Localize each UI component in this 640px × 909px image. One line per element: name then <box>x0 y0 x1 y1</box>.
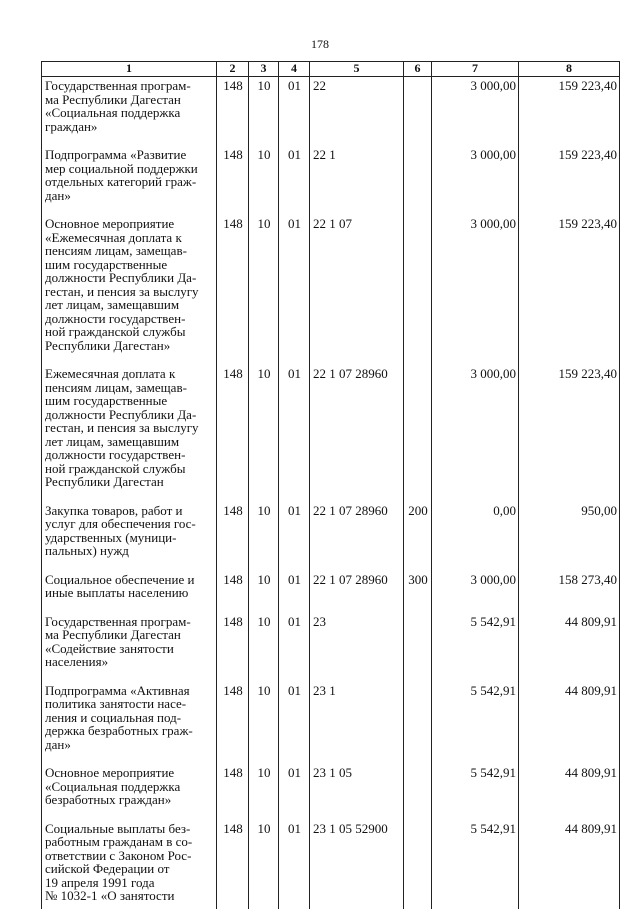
ministry-code-cell: 148 <box>217 215 249 365</box>
row-name-line: гестан, и пенсия за выслугу <box>45 283 199 299</box>
target-article-cell: 22 <box>310 77 404 147</box>
row-name-line: лет лицам, замещавшим <box>45 433 180 449</box>
row-name-line: ма Республики Дагестан <box>45 91 181 107</box>
row-name-line: № 1032-1 «О занятости <box>45 888 175 903</box>
column-header: 5 <box>310 62 404 77</box>
expense-type-cell: 300 <box>404 571 432 613</box>
expense-type-cell: 200 <box>404 502 432 571</box>
amount-change-cell: 3 000,00 <box>432 77 519 147</box>
section-code-cell: 10 <box>249 146 279 215</box>
target-article-cell: 23 <box>310 613 404 682</box>
expense-type-cell <box>404 820 432 909</box>
amount-change-cell: 5 542,91 <box>432 613 519 682</box>
row-name-line: безработных граждан» <box>45 792 172 807</box>
row-name-line: ма Республики Дагестан <box>45 627 181 642</box>
ministry-code-cell: 148 <box>217 146 249 215</box>
target-article-cell: 22 1 07 <box>310 215 404 365</box>
section-code-cell: 10 <box>249 820 279 909</box>
expense-type-cell <box>404 613 432 682</box>
subsection-code-cell: 01 <box>279 764 310 820</box>
table-row <box>42 502 620 571</box>
row-name-cell <box>42 215 217 365</box>
row-name-line: ления и социальная под- <box>45 709 182 725</box>
row-name-line: пальных) нужд <box>45 543 129 558</box>
row-name-line: граждан» <box>45 118 98 134</box>
row-name-line: должности государствен- <box>45 310 186 326</box>
table-row <box>42 365 620 502</box>
amount-total-cell: 950,00 <box>519 502 620 571</box>
ministry-code-cell: 148 <box>217 682 249 765</box>
row-name-line: дан» <box>45 736 71 752</box>
row-name-cell <box>42 764 217 820</box>
row-name-cell <box>42 571 217 613</box>
row-name-line: Основное мероприятие <box>45 216 175 231</box>
row-name-line: «Социальная поддержка <box>45 778 181 794</box>
row-name-line: Закупка товаров, работ и <box>45 502 183 518</box>
row-name-cell <box>42 820 217 909</box>
section-code-cell: 10 <box>249 215 279 365</box>
row-name-line: должности Республики Да- <box>45 270 197 285</box>
section-code-cell: 10 <box>249 502 279 571</box>
row-name-line: Подпрограмма «Развитие <box>45 147 187 162</box>
row-name-line: дан» <box>45 187 71 203</box>
table-row <box>42 146 620 215</box>
target-article-cell: 23 1 <box>310 682 404 765</box>
row-name-cell <box>42 146 217 215</box>
row-name-line: Ежемесячная доплата к <box>45 366 176 381</box>
subsection-code-cell: 01 <box>279 146 310 215</box>
row-name-line: шим государственные <box>45 393 168 408</box>
row-name-line: ной гражданской службы <box>45 324 186 339</box>
page-number: 178 <box>311 37 329 51</box>
table-row <box>42 764 620 820</box>
amount-change-cell: 0,00 <box>432 502 519 571</box>
section-code-cell: 10 <box>249 764 279 820</box>
amount-change-cell: 5 542,91 <box>432 764 519 820</box>
ministry-code-cell: 148 <box>217 764 249 820</box>
subsection-code-cell: 01 <box>279 502 310 571</box>
section-code-cell: 10 <box>249 571 279 613</box>
row-name-line: Основное мероприятие <box>45 765 175 780</box>
amount-total-cell: 44 809,91 <box>519 682 620 765</box>
subsection-code-cell: 01 <box>279 215 310 365</box>
table-row <box>42 820 620 909</box>
row-name-line: лет лицам, замещавшим <box>45 297 180 312</box>
row-name-line: ной гражданской службы <box>45 460 186 476</box>
row-name-line: иные выплаты населению <box>45 585 189 600</box>
table-header-row <box>42 62 620 77</box>
row-name-line: услуг для обеспечения гос- <box>45 516 196 531</box>
ministry-code-cell: 148 <box>217 365 249 502</box>
column-header: 1 <box>42 62 217 77</box>
column-header: 4 <box>279 62 310 77</box>
column-header: 2 <box>217 62 249 77</box>
row-name-line: Социальное обеспечение и <box>45 571 195 587</box>
expense-type-cell <box>404 365 432 502</box>
amount-change-cell: 3 000,00 <box>432 215 519 365</box>
row-name-cell <box>42 365 217 502</box>
table-row <box>42 682 620 765</box>
target-article-cell: 23 1 05 52900 <box>310 820 404 909</box>
subsection-code-cell: 01 <box>279 571 310 613</box>
row-name-line: «Ежемесячная доплата к <box>45 229 182 245</box>
ministry-code-cell: 148 <box>217 613 249 682</box>
row-name-line: гестан, и пенсия за выслугу <box>45 420 199 435</box>
expense-type-cell <box>404 146 432 215</box>
row-name-line: отдельных категорий граж- <box>45 174 197 189</box>
row-name-line: держка безработных граж- <box>45 723 193 738</box>
row-name-line: Республики Дагестан <box>45 474 164 489</box>
expense-type-cell <box>404 764 432 820</box>
amount-total-cell: 159 223,40 <box>519 77 620 147</box>
ministry-code-cell: 148 <box>217 502 249 571</box>
amount-total-cell: 44 809,91 <box>519 764 620 820</box>
row-name-line: Государственная програм- <box>45 613 191 629</box>
row-name-cell <box>42 613 217 682</box>
table-body <box>42 77 620 909</box>
ministry-code-cell: 148 <box>217 77 249 147</box>
subsection-code-cell: 01 <box>279 613 310 682</box>
expense-type-cell <box>404 77 432 147</box>
amount-total-cell: 159 223,40 <box>519 146 620 215</box>
table-row <box>42 571 620 613</box>
row-name-line: «Социальная поддержка <box>45 105 181 120</box>
section-code-cell: 10 <box>249 77 279 147</box>
target-article-cell: 22 1 07 28960 <box>310 502 404 571</box>
target-article-cell: 22 1 07 28960 <box>310 571 404 613</box>
row-name-cell <box>42 502 217 571</box>
row-name-line: шим государственные <box>45 256 168 272</box>
expense-type-cell <box>404 682 432 765</box>
ministry-code-cell: 148 <box>217 571 249 613</box>
amount-total-cell: 158 273,40 <box>519 571 620 613</box>
column-header: 7 <box>432 62 519 77</box>
subsection-code-cell: 01 <box>279 77 310 147</box>
row-name-cell <box>42 77 217 147</box>
amount-total-cell: 159 223,40 <box>519 215 620 365</box>
row-name-line: Социальные выплаты без- <box>45 820 191 836</box>
row-name-line: 19 апреля 1991 года <box>45 874 155 890</box>
row-name-line: ударственных (муници- <box>45 529 177 545</box>
row-name-line: пенсиям лицам, замещав- <box>45 243 187 258</box>
row-name-line: Республики Дагестан» <box>45 337 171 353</box>
row-name-line: Подпрограмма «Активная <box>45 682 190 698</box>
subsection-code-cell: 01 <box>279 682 310 765</box>
target-article-cell: 22 1 <box>310 146 404 215</box>
row-name-line: работным гражданам в со- <box>45 834 193 849</box>
subsection-code-cell: 01 <box>279 820 310 909</box>
row-name-line: ответствии с Законом Рос- <box>45 847 192 863</box>
table-row <box>42 215 620 365</box>
row-name-line: должности государствен- <box>45 447 186 462</box>
column-header: 8 <box>519 62 620 77</box>
row-name-line: должности Республики Да- <box>45 406 197 422</box>
subsection-code-cell: 01 <box>279 365 310 502</box>
amount-total-cell: 159 223,40 <box>519 365 620 502</box>
target-article-cell: 22 1 07 28960 <box>310 365 404 502</box>
amount-total-cell: 44 809,91 <box>519 613 620 682</box>
column-header: 6 <box>404 62 432 77</box>
amount-change-cell: 3 000,00 <box>432 146 519 215</box>
amount-change-cell: 3 000,00 <box>432 571 519 613</box>
row-name-line: сийской Федерации от <box>45 861 170 876</box>
amount-total-cell: 44 809,91 <box>519 820 620 909</box>
table-row <box>42 77 620 147</box>
section-code-cell: 10 <box>249 682 279 765</box>
row-name-line: мер социальной поддержки <box>45 160 198 176</box>
section-code-cell: 10 <box>249 613 279 682</box>
section-code-cell: 10 <box>249 365 279 502</box>
row-name-line: Государственная програм- <box>45 78 191 93</box>
amount-change-cell: 5 542,91 <box>432 820 519 909</box>
amount-change-cell: 5 542,91 <box>432 682 519 765</box>
expense-type-cell <box>404 215 432 365</box>
row-name-line: населения» <box>45 654 109 669</box>
row-name-line: пенсиям лицам, замещав- <box>45 379 187 395</box>
row-name-line: политика занятости насе- <box>45 696 187 711</box>
column-header: 3 <box>249 62 279 77</box>
ministry-code-cell: 148 <box>217 820 249 909</box>
budget-table <box>41 61 620 909</box>
target-article-cell: 23 1 05 <box>310 764 404 820</box>
table-row <box>42 613 620 682</box>
row-name-cell <box>42 682 217 765</box>
row-name-line: «Содействие занятости <box>45 640 174 656</box>
amount-change-cell: 3 000,00 <box>432 365 519 502</box>
